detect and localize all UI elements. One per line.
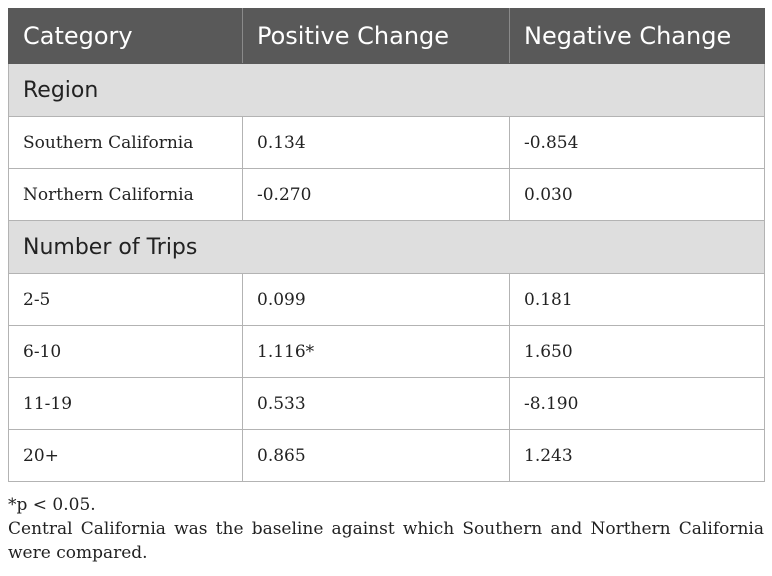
table-header-row <box>9 9 765 64</box>
header-positive-change: Positive Change <box>243 9 510 64</box>
section-title: Number of Trips <box>9 221 765 274</box>
row-category: Northern California <box>9 169 243 221</box>
table-row <box>9 430 765 482</box>
results-table <box>8 8 765 482</box>
row-positive-value: 0.099 <box>243 274 510 326</box>
header-negative-change: Negative Change <box>510 9 765 64</box>
table-row <box>9 169 765 221</box>
row-category: 6-10 <box>9 326 243 378</box>
results-table-container <box>8 8 764 482</box>
row-positive-value: 0.865 <box>243 430 510 482</box>
row-positive-value: 0.134 <box>243 117 510 169</box>
section-row-number-of-trips <box>9 221 765 274</box>
row-negative-value: 1.650 <box>510 326 765 378</box>
row-negative-value: -8.190 <box>510 378 765 430</box>
row-category: Southern California <box>9 117 243 169</box>
row-positive-value: 1.116* <box>243 326 510 378</box>
row-positive-value: -0.270 <box>243 169 510 221</box>
row-negative-value: 0.181 <box>510 274 765 326</box>
section-row-region <box>9 64 765 117</box>
table-row <box>9 378 765 430</box>
row-category: 2-5 <box>9 274 243 326</box>
baseline-footnote: Central California was the baseline against which Southern and Northern California were compared. <box>8 519 764 563</box>
row-negative-value: 0.030 <box>510 169 765 221</box>
row-negative-value: 1.243 <box>510 430 765 482</box>
table-row <box>9 326 765 378</box>
section-title: Region <box>9 64 765 117</box>
table-row <box>9 117 765 169</box>
table-footnotes <box>8 493 764 565</box>
row-negative-value: -0.854 <box>510 117 765 169</box>
row-positive-value: 0.533 <box>243 378 510 430</box>
row-category: 11-19 <box>9 378 243 430</box>
row-category: 20+ <box>9 430 243 482</box>
table-row <box>9 274 765 326</box>
header-category: Category <box>9 9 243 64</box>
significance-footnote: *p < 0.05. <box>8 495 96 515</box>
